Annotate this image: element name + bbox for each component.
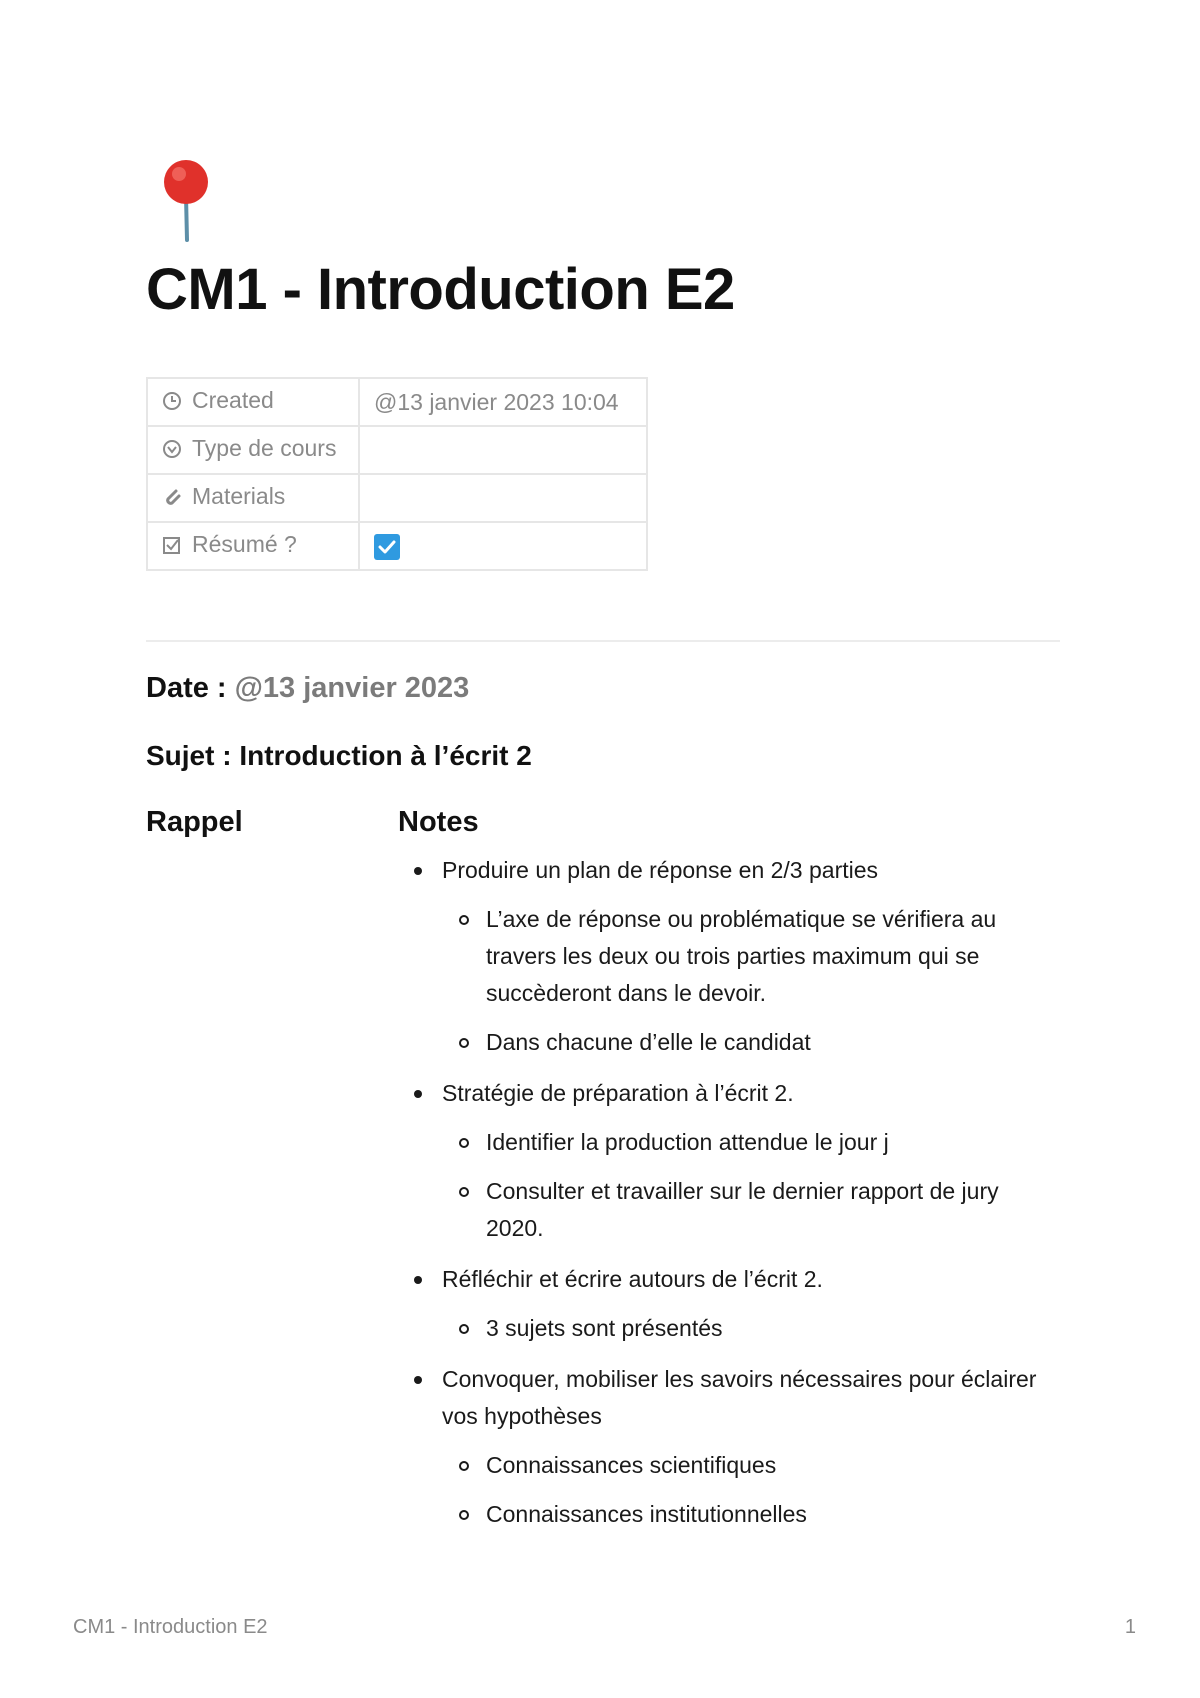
list-item	[398, 852, 1058, 1061]
property-label: Résumé ?	[192, 531, 297, 557]
property-value[interactable]	[359, 522, 647, 570]
footer-title: CM1 - Introduction E2	[73, 1616, 268, 1638]
property-label: Materials	[192, 483, 286, 509]
property-key	[147, 522, 359, 570]
list-item-text: Stratégie de préparation à l’écrit 2.	[442, 1080, 794, 1106]
list-item-text: Produire un plan de réponse en 2/3 parties	[442, 857, 879, 883]
page-title: CM1 - Introduction E2	[146, 257, 735, 322]
sub-list-item: Dans chacune d’elle le candidat	[442, 1024, 1058, 1061]
date-mention[interactable]: @13 janvier 2023	[234, 672, 470, 704]
checked-checkbox[interactable]	[374, 534, 400, 560]
property-row-type-de-cours	[147, 426, 647, 474]
list-item	[398, 1261, 1058, 1347]
list-item-text: Réfléchir et écrire autours de l’écrit 2.	[442, 1266, 823, 1292]
paperclip-icon	[162, 486, 182, 513]
notes-list	[398, 852, 1058, 1547]
property-key	[147, 474, 359, 522]
column-heading-rappel: Rappel	[146, 806, 243, 838]
select-icon	[162, 438, 182, 465]
pushpin-icon	[158, 158, 214, 242]
property-key	[147, 378, 359, 426]
property-key	[147, 426, 359, 474]
property-label: Created	[192, 387, 274, 413]
sub-list-item: Consulter et travailler sur le dernier rapport de jury 2020.	[442, 1173, 1058, 1247]
subject-heading: Sujet : Introduction à l’écrit 2	[146, 740, 532, 771]
date-label: Date :	[146, 672, 227, 704]
sub-list-item: Identifier la production attendue le jour j	[442, 1124, 1058, 1161]
list-item	[398, 1075, 1058, 1247]
property-value[interactable]	[359, 426, 647, 474]
clock-icon	[162, 390, 182, 417]
list-item-text: Convoquer, mobiliser les savoirs nécessaires pour éclairer vos hypothèses	[442, 1366, 1037, 1429]
checkbox-icon	[162, 534, 182, 561]
divider	[146, 640, 1060, 642]
list-item	[398, 1361, 1058, 1533]
footer-page-number: 1	[1124, 1616, 1136, 1638]
property-row-resume	[147, 522, 647, 570]
property-row-materials	[147, 474, 647, 522]
property-row-created	[147, 378, 647, 426]
property-label: Type de cours	[192, 435, 337, 461]
sub-list-item: Connaissances scientifiques	[442, 1447, 1058, 1484]
date-line	[146, 672, 469, 705]
sub-list-item: 3 sujets sont présentés	[442, 1310, 1058, 1347]
sub-list-item: L’axe de réponse ou problématique se vérifiera au travers les deux ou trois parties maximum qui se succèderont dans le devoir.	[442, 901, 1058, 1012]
property-value[interactable]	[359, 474, 647, 522]
sub-list-item: Connaissances institutionnelles	[442, 1496, 1058, 1533]
column-heading-notes: Notes	[398, 806, 479, 838]
property-value[interactable]: @13 janvier 2023 10:04	[359, 378, 647, 426]
properties-table	[146, 377, 648, 571]
